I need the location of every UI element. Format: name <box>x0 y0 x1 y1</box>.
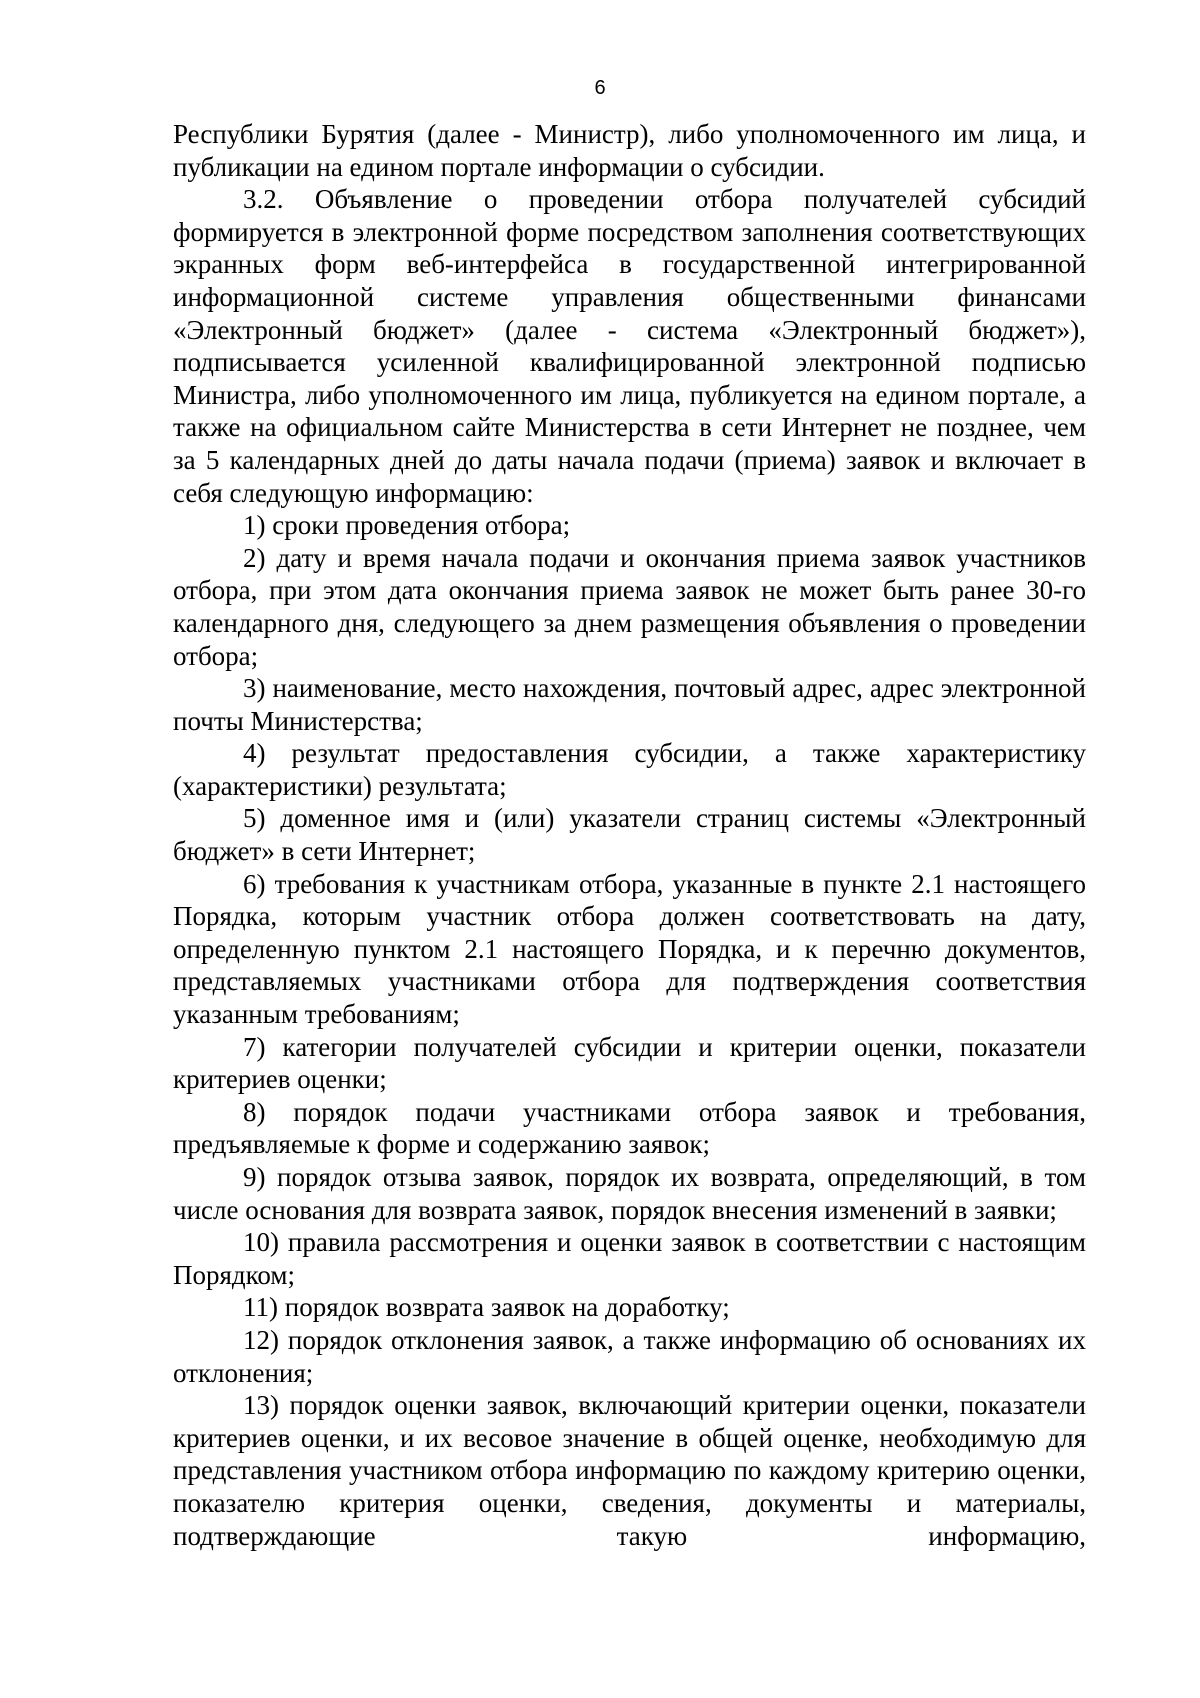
paragraph-continuation: Республики Бурятия (далее - Министр), либо уполномоченного им лица, и публикации на едином портале информации о субсидии. <box>173 119 1086 182</box>
list-item-2: 2) дату и время начала подачи и окончания приема заявок участников отбора, при этом дата окончания приема заявок не может быть ранее 30-го календарного дня, следующего за днем размещения объявления о проведении отбора; <box>173 542 1086 671</box>
paragraph-3-2: 3.2. Объявление о проведении отбора получателей субсидий формируется в электронной форме посредством заполнения соответствующих экранных форм веб-интерфейса в государственной интегрированной информационной системе управления общественными финансами «Электронный бюджет» (далее - система «Электронный бюджет»), подписывается усиленной квалифицированной электронной подписью Министра, либо уполномоченного им лица, публикуется на едином портале, а также на официальном сайте Министерства в сети Интернет не позднее, чем за 5 календарных дней до даты начала подачи (приема) заявок и включает в себя следующую информацию: <box>173 184 1086 508</box>
list-item-8: 8) порядок подачи участниками отбора заявок и требования, предъявляемые к форме и содержанию заявок; <box>173 1096 1086 1160</box>
list-item-3: 3) наименование, место нахождения, почтовый адрес, адрес электронной почты Министерства; <box>173 673 1086 736</box>
page-number: 6 <box>594 77 606 99</box>
list-item-1: 1) сроки проведения отбора; <box>243 510 571 541</box>
list-item-6: 6) требования к участникам отбора, указанные в пункте 2.1 настоящего Порядка, которым участник отбора должен соответствовать на дату, определенную пунктом 2.1 настоящего Порядка, и к перечню документов, представляемых участниками отбора для подтверждения соответствия указанным требованиям; <box>173 868 1086 1030</box>
list-item-10: 10) правила рассмотрения и оценки заявок в соответствии с настоящим Порядком; <box>173 1227 1086 1290</box>
list-item-12: 12) порядок отклонения заявок, а также информацию об основаниях их отклонения; <box>173 1324 1086 1388</box>
list-item-11: 11) порядок возврата заявок на доработку; <box>243 1292 730 1323</box>
list-item-13: 13) порядок оценки заявок, включающий критерии оценки, показатели критериев оценки, и их весовое значение в общей оценке, необходимую для представления участником отбора информацию по каждому критерию оценки, показателю критерия оценки, сведения, документы и материалы, подтверждающие такую информацию, <box>173 1390 1086 1551</box>
list-item-4: 4) результат предоставления субсидии, а также характеристику (характеристики) результата; <box>173 738 1086 801</box>
document-body <box>173 118 1086 1552</box>
list-item-9: 9) порядок отзыва заявок, порядок их возврата, определяющий, в том числе основания для возврата заявок, порядок внесения изменений в заявки; <box>173 1162 1086 1225</box>
list-item-5: 5) доменное имя и (или) указатели страниц системы «Электронный бюджет» в сети Интернет; <box>173 803 1086 867</box>
list-item-7: 7) категории получателей субсидии и критерии оценки, показатели критериев оценки; <box>173 1031 1086 1095</box>
